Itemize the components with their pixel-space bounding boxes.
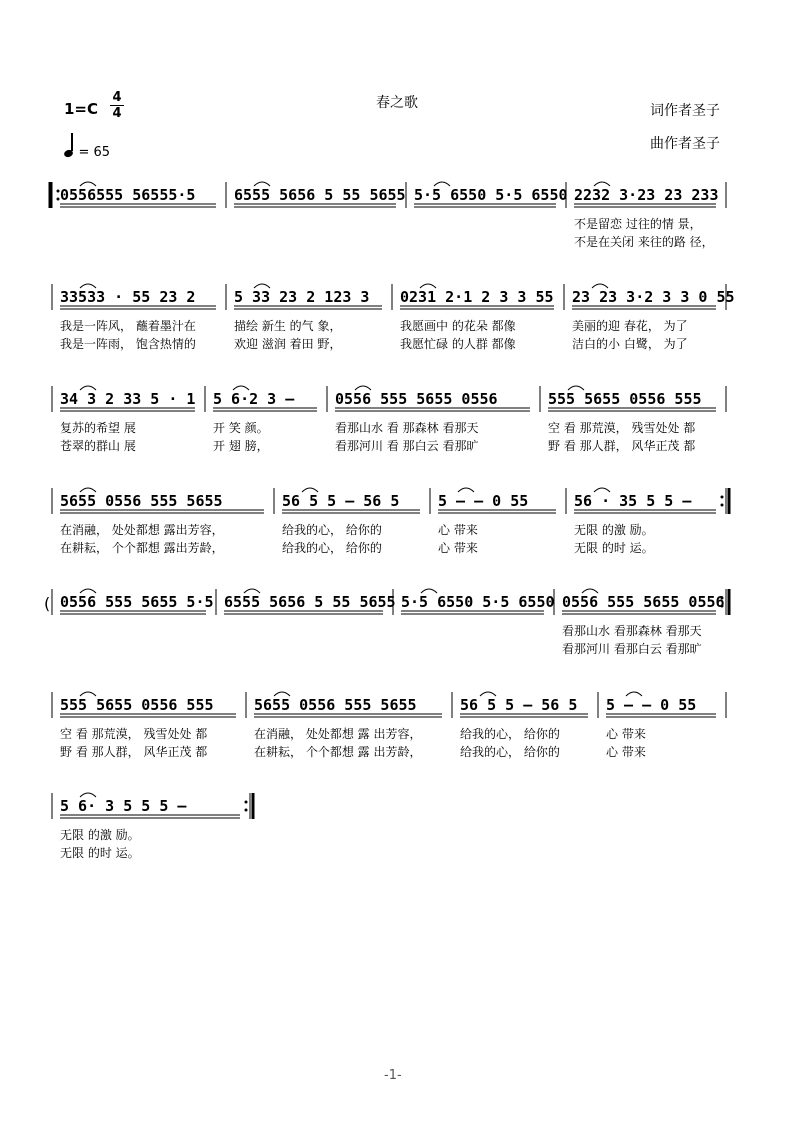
- lyric-verse-2: 在耕耘， 个个都想 露出芳龄，: [60, 541, 224, 555]
- repeat-dot: [245, 801, 248, 804]
- lyric-verse-2: 欢迎 滋润 着田 野，: [234, 337, 342, 351]
- lyric-verse-1: 看那山水 看那森林 看那天: [562, 624, 702, 638]
- lyric-verse-2: 无限 的时 运。: [574, 541, 654, 555]
- lyric-verse-2: 在耕耘， 个个都想 露 出芳龄，: [254, 745, 422, 759]
- measure-notes: 0556 555 5655 5·5: [60, 593, 214, 611]
- lyric-verse-1: 描绘 新生 的气 象，: [234, 319, 342, 333]
- measure-notes: 5 – – 0 55: [438, 492, 529, 510]
- measure-notes: 56 · 35 5 5 –: [574, 492, 692, 510]
- measure-notes: 0556555 56555·5: [60, 186, 196, 204]
- measure-notes: 56 5 5 – 56 5: [282, 492, 400, 510]
- measure-notes: 5 33 23 2 123 3: [234, 288, 370, 306]
- repeat-dot: [721, 504, 724, 507]
- page-title: 春之歌: [376, 95, 418, 111]
- measure-notes: 555 5655 0556 555: [60, 696, 214, 714]
- lyric-verse-1: 心 带来: [438, 523, 478, 537]
- lyric-verse-1: 美丽的迎 春花， 为了: [572, 319, 688, 333]
- measure-notes: 5·5 6550 5·5 6550: [401, 593, 555, 611]
- lyric-verse-2: 野 看 那人群， 风华正茂 都: [548, 439, 696, 453]
- lyric-verse-2: 不是在关闭 来往的路 径，: [574, 235, 714, 249]
- lyric-verse-2: 心 带来: [606, 745, 646, 759]
- lyric-verse-2: 苍翠的群山 展: [60, 439, 136, 453]
- lyric-verse-2: 无限 的时 运。: [60, 846, 140, 860]
- system-1: [50, 182, 726, 249]
- lyric-verse-2: 心 带来: [438, 541, 478, 555]
- time-signature-top: 4: [110, 90, 124, 106]
- measure-notes: 5 – – 0 55: [606, 696, 697, 714]
- measure-notes: 56 5 5 – 56 5: [460, 696, 578, 714]
- lyric-verse-2: 我愿忙碌 的人群 都像: [400, 337, 516, 351]
- lyric-verse-1: 开 笑 颜。: [213, 421, 269, 435]
- system-3: [52, 386, 726, 453]
- system-6: [52, 692, 726, 759]
- lyric-verse-1: 在消融， 处处都想 露 出芳容，: [254, 727, 422, 741]
- lyric-verse-1: 在消融， 处处都想 露出芳容，: [60, 523, 224, 537]
- measure-notes: 0556 555 5655 0556: [562, 593, 725, 611]
- lyric-verse-1: 给我的心， 给你的: [460, 727, 560, 741]
- bracket-open: (: [44, 594, 51, 613]
- lyric-verse-1: 空 看 那荒漠， 残雪处处 都: [548, 421, 696, 435]
- lyric-verse-2: 开 翅 膀，: [213, 439, 269, 453]
- lyric-verse-2: 看那河川 看那白云 看那旷: [562, 642, 702, 656]
- lyric-verse-2: 洁白的小 白鹭， 为了: [572, 337, 688, 351]
- repeat-dot: [721, 496, 724, 499]
- system-4: [52, 488, 729, 555]
- measure-notes: 6555 5656 5 55 5655: [234, 186, 406, 204]
- lyric-verse-2: 给我的心， 给你的: [282, 541, 382, 555]
- lyric-verse-1: 不是留恋 过往的情 景，: [574, 217, 702, 231]
- lyric-verse-2: 野 看 那人群， 风华正茂 都: [60, 745, 208, 759]
- measure-notes: 5655 0556 555 5655: [60, 492, 223, 510]
- measure-notes: 33533 · 55 23 2: [60, 288, 196, 306]
- lyric-verse-2: 我是一阵雨， 饱含热情的: [60, 337, 196, 351]
- lyric-verse-1: 看那山水 看 那森林 看那天: [335, 421, 479, 435]
- lyric-verse-2: 给我的心， 给你的: [460, 745, 560, 759]
- measure-notes: 5 6· 3 5 5 5 –: [60, 797, 187, 815]
- lyric-verse-1: 复苏的希望 展: [60, 421, 136, 435]
- system-7: [52, 793, 253, 860]
- measure-notes: 5655 0556 555 5655: [254, 696, 417, 714]
- composer-credit: 曲作者圣子: [650, 136, 720, 152]
- measure-notes: 5·5 6550 5·5 6550: [414, 186, 568, 204]
- measure-notes: 6555 5656 5 55 5655: [224, 593, 396, 611]
- system-5: [44, 589, 729, 656]
- measure-notes: 555 5655 0556 555: [548, 390, 702, 408]
- lyric-verse-1: 空 看 那荒漠， 残雪处处 都: [60, 727, 208, 741]
- lyric-verse-1: 我是一阵风， 蘸着墨汁在: [60, 319, 196, 333]
- system-2: [52, 284, 735, 351]
- lyric-verse-1: 给我的心， 给你的: [282, 523, 382, 537]
- measure-notes: 23 23 3·2 3 3 0 55: [572, 288, 735, 306]
- measure-notes: 2232 3·23 23 233: [574, 186, 719, 204]
- measure-notes: 34 3 2 33 5 · 1: [60, 390, 196, 408]
- lyric-verse-1: 我愿画中 的花朵 都像: [400, 319, 516, 333]
- key-signature: 1=C: [64, 100, 99, 118]
- time-signature-bottom: 4: [112, 106, 122, 121]
- tempo-value: = 65: [78, 145, 111, 160]
- lyric-verse-1: 无限 的激 励。: [60, 828, 140, 842]
- repeat-dot: [245, 809, 248, 812]
- lyricist-credit: 词作者圣子: [650, 103, 720, 119]
- measure-notes: 0231 2·1 2 3 3 55: [400, 288, 554, 306]
- measure-notes: 5 6·2 3 –: [213, 390, 295, 408]
- lyric-verse-1: 心 带来: [606, 727, 646, 741]
- systems-layer: [44, 182, 735, 860]
- lyric-verse-1: 无限 的激 励。: [574, 523, 654, 537]
- lyric-verse-2: 看那河川 看 那白云 看那旷: [335, 439, 479, 453]
- measure-notes: 0556 555 5655 0556: [335, 390, 498, 408]
- page-number: -1-: [384, 1068, 402, 1083]
